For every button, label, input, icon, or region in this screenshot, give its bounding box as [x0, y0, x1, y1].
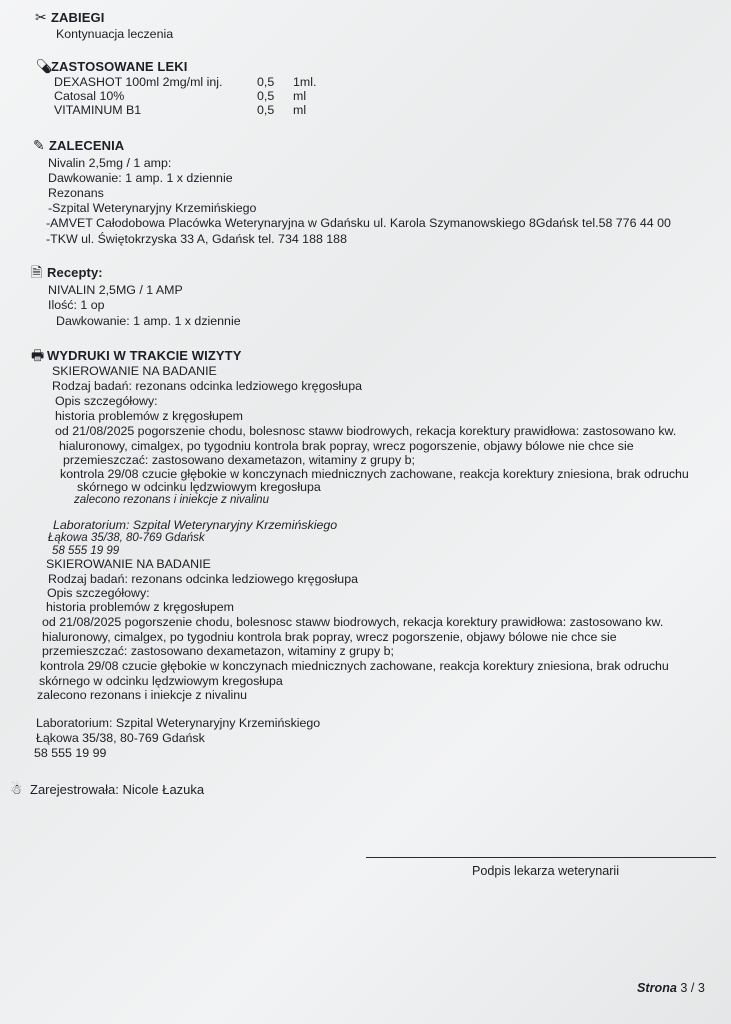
registered-by: ☃ Zarejestrowała: Nicole Łazuka	[10, 781, 205, 797]
leki-row	[54, 103, 316, 117]
skierowanie-opis-label: Opis szczegółowy:	[55, 394, 158, 408]
skierowanie-opis-line: od 21/08/2025 pogorszenie chodu, bolesnosc staww biodrowych, rekacja korektury prawidłowa: zastosowano kw.	[55, 424, 677, 438]
section-recepty-title: 🗎︎ Recepty:	[31, 262, 103, 286]
zalecenia-line: -AMVET Całodobowa Placówka Weterynaryjna w Gdańsku ul. Karola Szymanowskiego 8Gdańsk tel.58 776 44 00	[46, 216, 671, 230]
skierowanie-opis-line: zalecono rezonans i iniekcje z nivalinu	[37, 688, 248, 702]
zalecenia-line: Dawkowanie: 1 amp. 1 x dziennie	[48, 171, 233, 185]
skierowanie-opis-line: skórnego w odcinku lędzwiowym kregosłupa	[77, 480, 321, 494]
zalecenia-line: -TKW ul. Świętokrzyska 33 A, Gdańsk tel. 734 188 188	[46, 232, 347, 246]
section-wydruki-title: 🖶︎ WYDRUKI W TRAKCIE WIZYTY	[31, 345, 242, 369]
skierowanie-opis-line: przemieszczać: zastosowano dexametazon, witaminy z grupy b;	[42, 644, 394, 658]
section-zalecenia-title: ✎ ZALECENIA	[33, 137, 125, 153]
zalecenia-line: -Szpital Weterynaryjny Krzemińskiego	[48, 201, 257, 215]
skierowanie-opis-line: hialuronowy, cimalgex, po tygodniu kontrola brak popray, wrecz pogorszenie, objawy bólowe nie chce sie	[42, 630, 617, 644]
section-zabiegi-title: ✂ ZABIEGI	[35, 9, 105, 25]
skierowanie-rodzaj: Rodzaj badań: rezonans odcinka ledziowego kręgosłupa	[48, 572, 358, 586]
leki-unit: ml	[293, 89, 307, 103]
leki-unit: ml	[293, 103, 307, 117]
users-icon: ☃	[10, 781, 23, 797]
printer-icon: 🖶︎	[31, 347, 45, 363]
prescription-icon: 🗎︎	[31, 264, 43, 280]
skierowanie-opis-line: historia problemów z kręgosłupem	[46, 600, 235, 614]
skierowanie-opis-line: skórnego w odcinku lędzwiowym kregosłupa	[39, 674, 283, 688]
leki-row	[54, 89, 316, 103]
skierowanie-header: SKIEROWANIE NA BADANIE	[52, 364, 217, 378]
leki-row	[54, 75, 316, 89]
skierowanie-opis-label: Opis szczegółowy:	[47, 586, 150, 600]
skierowanie-rodzaj: Rodzaj badań: rezonans odcinka ledziowego kręgosłupa	[52, 379, 362, 393]
skierowanie-opis-line: zalecono rezonans i iniekcje z nivalinu	[74, 494, 269, 506]
skierowanie-opis-line: kontrola 29/08 czucie głębokie w konczynach miednicznych zachowane, reakcja korektury zniesiona, brak odruchu	[40, 659, 669, 673]
lab-line: 58 555 19 99	[34, 746, 107, 760]
leki-table	[54, 75, 316, 117]
skierowanie-opis-line: historia problemów z kręgosłupem	[55, 409, 244, 423]
leki-name: Catosal 10%	[54, 89, 125, 103]
skierowanie-opis-line: hialuronowy, cimalgex, po tygodniu kontrola brak popray, wrecz pogorszenie, objawy bólowe nie chce sie	[59, 439, 634, 453]
leki-qty: 0,5	[257, 89, 275, 103]
section-leki-title: 💊︎ZASTOSOWANE LEKI	[35, 58, 188, 74]
page-total: / 3	[690, 981, 705, 995]
zalecenia-line: Rezonans	[48, 186, 104, 200]
page-label: Strona	[637, 981, 677, 995]
signature-line	[366, 857, 716, 858]
pill-icon: 💊︎	[35, 58, 53, 74]
recepty-line: Ilość: 1 op	[48, 298, 105, 312]
skierowanie-opis-line: kontrola 29/08 czucie głębokie w konczynach miednicznych zachowane, reakcja korektury zniesiona, brak odruchu	[60, 467, 689, 481]
leki-unit: 1ml.	[293, 75, 317, 89]
leki-qty: 0,5	[257, 75, 275, 89]
lab-line: Łąkowa 35/38, 80-769 Gdańsk	[36, 731, 205, 745]
zalecenia-line: Nivalin 2,5mg / 1 amp:	[48, 156, 172, 170]
edit-icon: ✎	[33, 137, 45, 153]
lab-line: 58 555 19 99	[52, 545, 120, 557]
zabiegi-text: Kontynuacja leczenia	[56, 27, 174, 41]
leki-name: DEXASHOT 100ml 2mg/ml inj.	[54, 75, 223, 89]
page-number	[637, 981, 705, 995]
lab-line: Laboratorium: Szpital Weterynaryjny Krzemińskiego	[36, 716, 321, 730]
skierowanie-header: SKIEROWANIE NA BADANIE	[46, 557, 211, 571]
leki-name: VITAMINUM B1	[54, 103, 142, 117]
scissors-icon: ✂	[35, 9, 47, 25]
skierowanie-opis-line: przemieszczać: zastosowano dexametazon, witaminy z grupy b;	[63, 453, 415, 467]
page-current: 3	[680, 981, 688, 995]
signature-label: Podpis lekarza weterynarii	[472, 864, 619, 878]
lab-line: Laboratorium: Szpital Weterynaryjny Krzemińskiego	[53, 518, 338, 532]
lab-line: Łąkowa 35/38, 80-769 Gdańsk	[48, 532, 205, 544]
recepty-line: NIVALIN 2,5MG / 1 AMP	[48, 283, 183, 297]
leki-qty: 0,5	[257, 103, 275, 117]
skierowanie-opis-line: od 21/08/2025 pogorszenie chodu, bolesnosc staww biodrowych, rekacja korektury prawidłowa: zastosowano kw.	[42, 615, 664, 629]
recepty-line: Dawkowanie: 1 amp. 1 x dziennie	[56, 314, 241, 328]
